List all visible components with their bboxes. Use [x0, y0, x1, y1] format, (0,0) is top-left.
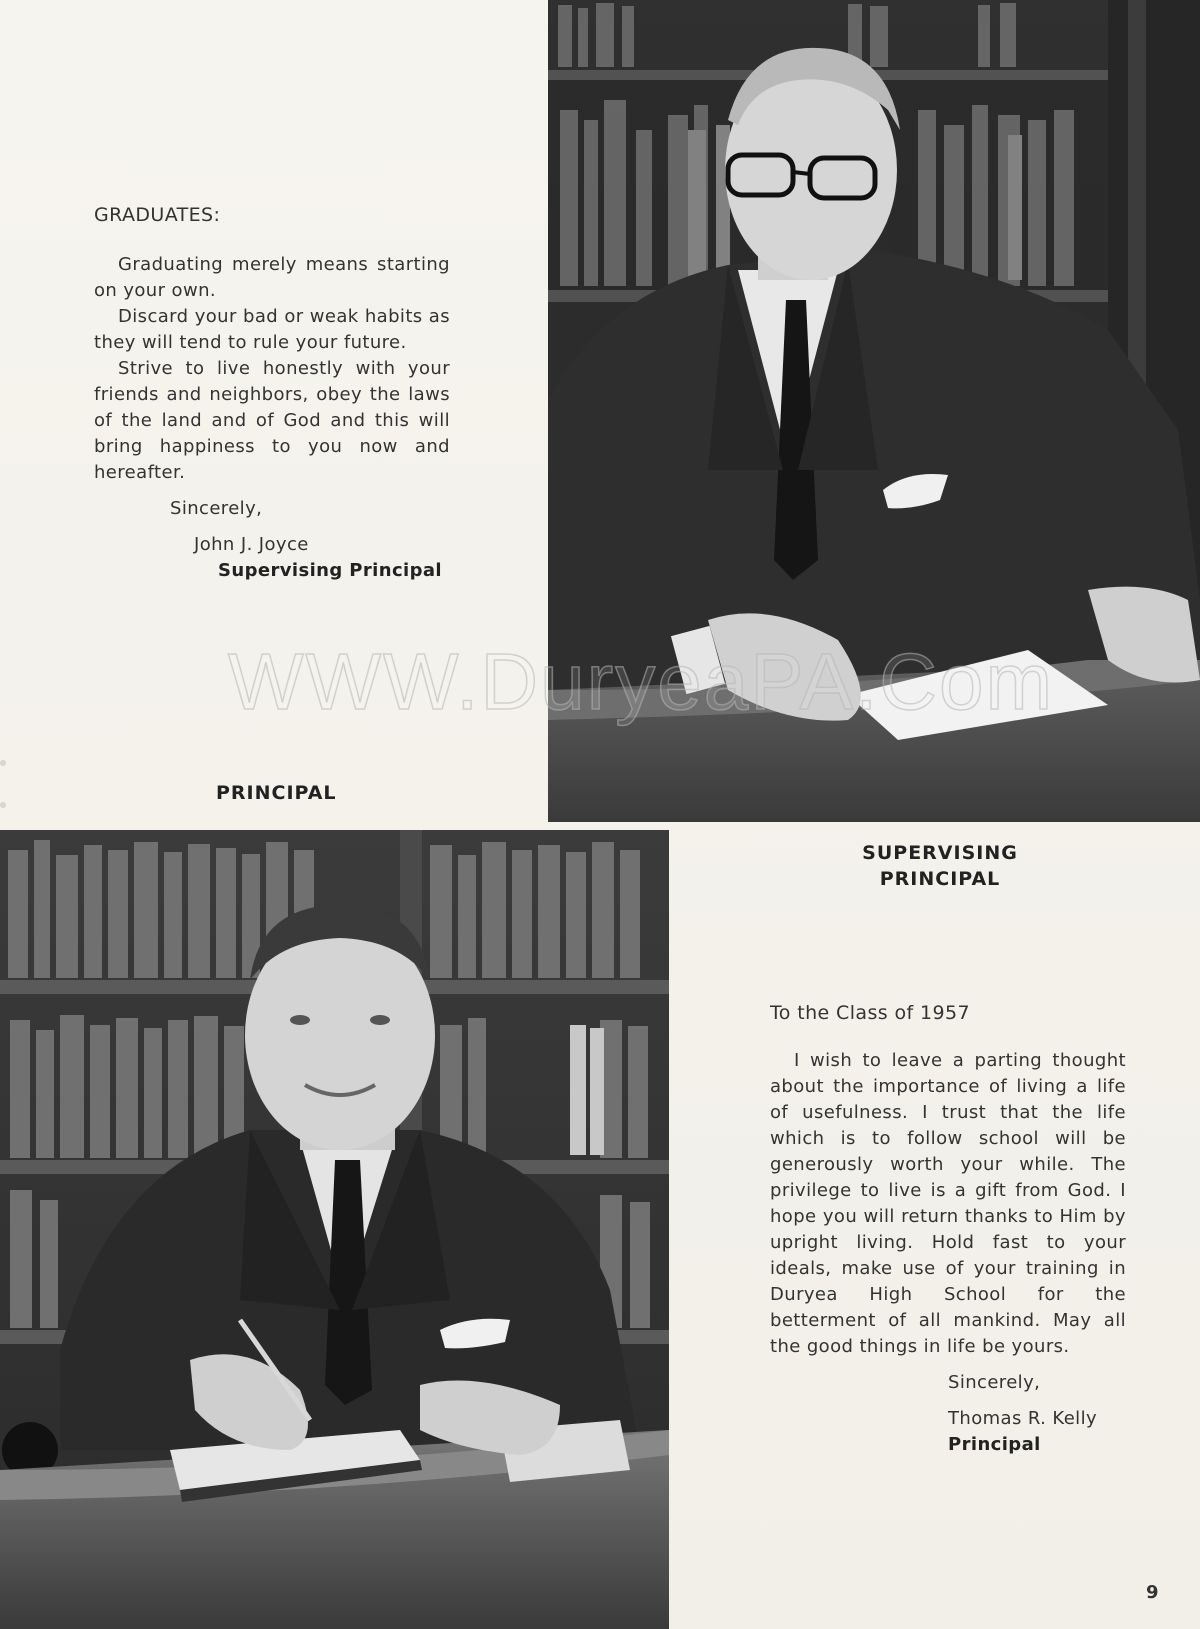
letter-signoff: Sincerely, [170, 498, 263, 519]
signature-title: Principal [948, 1434, 1041, 1455]
letter-salutation: To the Class of 1957 [770, 1002, 970, 1024]
signature-title: Supervising Principal [218, 560, 442, 581]
supervising-principal-caption [840, 840, 1040, 892]
letter-paragraph: Strive to live honestly with your friends and neighbors, obey the laws of the land and of God and this will bring happiness to you now and hereafter. [94, 358, 450, 483]
principal-caption: PRINCIPAL [216, 782, 337, 804]
signature-name: Thomas R. Kelly [948, 1408, 1098, 1429]
letter-paragraph: Graduating merely means starting on your own. [94, 254, 450, 301]
supervising-principal-photo [548, 0, 1200, 822]
letter-signoff: Sincerely, [948, 1372, 1041, 1393]
letter-paragraph: Discard your bad or weak habits as they will tend to rule your future. [94, 306, 450, 353]
caption-line: SUPERVISING [862, 842, 1018, 864]
letter-salutation: GRADUATES: [94, 204, 221, 226]
signature-name: John J. Joyce [194, 534, 309, 555]
caption-line: PRINCIPAL [879, 868, 1001, 890]
principal-photo [0, 830, 669, 1629]
page-number: 9 [1146, 1582, 1159, 1603]
supervising-principal-letter [94, 202, 450, 584]
letter-paragraph: I wish to leave a parting thought about the importance of living a life of usefulness. I trust that the life which is to follow school will be generously worth your while. The privilege to live is a gift from God. I hope you will return thanks to Him by upright living. Hold fast to your ideals, make use of your training in Duryea High School for the betterment of all mankind. May all the good things in life be yours. [770, 1050, 1126, 1357]
principal-letter [770, 1000, 1126, 1458]
